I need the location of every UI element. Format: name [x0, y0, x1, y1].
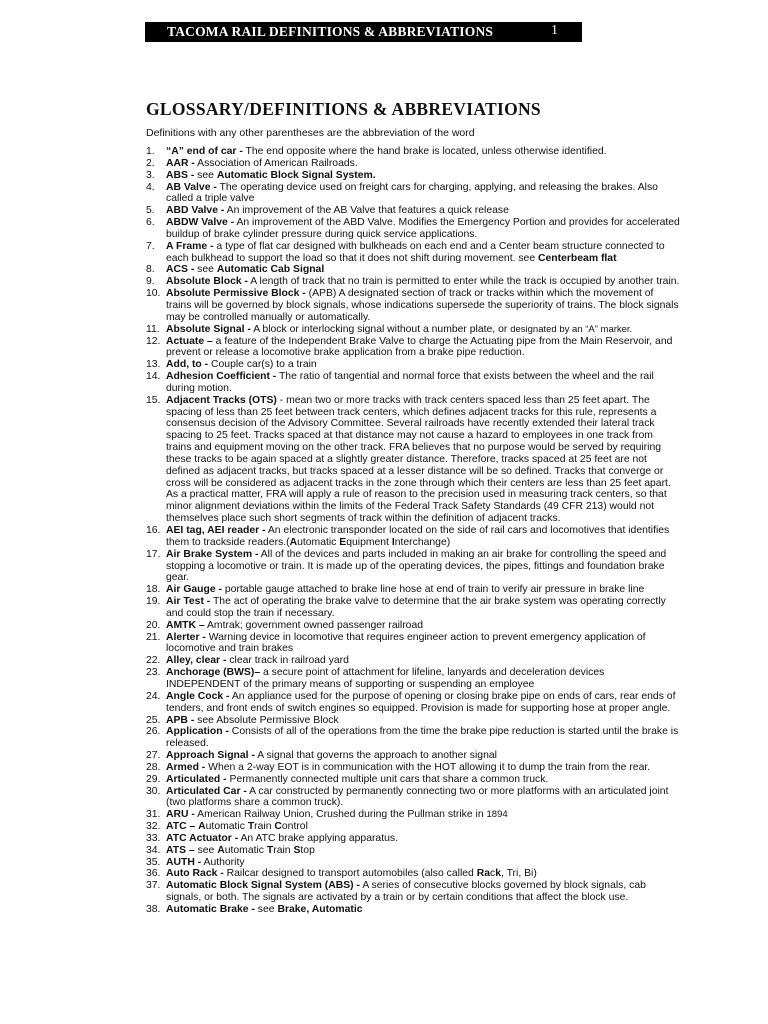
entry-reference: k [495, 868, 501, 880]
entry-number: 18. [146, 584, 161, 596]
entry-definition: An appliance used for the purpose of opening or closing brake pipe on ends of cars, rear ends of tenders, and front ends of switch engines so equipped. Provision is made for supporting hose at proper angle. [166, 690, 676, 714]
glossary-entry [146, 596, 681, 620]
entry-term: ATC – [166, 821, 196, 833]
entry-number: 4. [146, 181, 155, 193]
entry-definition: , Tri, Bi) [501, 868, 537, 880]
entry-definition: utomatic [224, 844, 267, 856]
entry-definition-continued: As a practical matter, FRA will apply a rule of reason to the precision used in measuring track centers, so that minor alignment deviations within the limits of the Federal Track Safety Standards (49 CFR 213) would not themselves place such short segments of track within the definition of adjacent tracks. [166, 489, 667, 525]
entry-definition: Association of American Railroads. [194, 157, 358, 169]
entry-definition: rain [254, 821, 275, 833]
entry-body [166, 182, 681, 206]
entry-term: AAR - [166, 157, 195, 169]
glossary-list [146, 146, 681, 916]
entry-definition: portable gauge attached to brake line hose at end of train to verify air pressure in brake line [222, 584, 645, 596]
entry-definition: Warning device in locomotive that requires engineer action to prevent emergency application of locomotive and train brakes [166, 631, 646, 655]
entry-definition: A car constructed by permanently connecting two or more platforms with an articulated joint (two platforms share a common truck). [166, 785, 669, 809]
entry-definition: A series of consecutive blocks governed by block signals, cab signals, or both. The signals are activated by a train or by certain conditions that affect the block use. [166, 880, 646, 904]
entry-number: 22. [146, 655, 161, 667]
entry-definition: utomatic [297, 536, 340, 548]
entry-term: Approach Signal - [166, 750, 255, 762]
page-number: 1 [551, 23, 558, 38]
entry-reference: C [274, 821, 282, 833]
entry-number: 12. [146, 335, 161, 347]
entry-body [166, 395, 681, 525]
entry-number: 7. [146, 240, 155, 252]
entry-definition: Couple car(s) to a train [208, 359, 317, 371]
entry-body [166, 596, 681, 620]
entry-body [166, 620, 681, 632]
entry-number: 34. [146, 844, 161, 856]
entry-reference: Centerbeam flat [538, 252, 617, 264]
entry-definition: Railcar designed to transport automobiles (also called [223, 868, 477, 880]
entry-term: APB - [166, 714, 195, 726]
entry-number: 31. [146, 809, 161, 821]
entry-number: 3. [146, 169, 155, 181]
entry-body [166, 241, 681, 265]
glossary-entry [146, 525, 681, 549]
entry-term: “A” end of car - [166, 146, 243, 157]
entry-number: 17. [146, 548, 161, 560]
entry-definition: Authority [201, 856, 245, 868]
glossary-entry [146, 336, 681, 360]
entry-body [166, 146, 681, 158]
entry-definition: see [194, 264, 217, 276]
entry-number: 19. [146, 596, 161, 608]
entry-reference: Ra [476, 868, 491, 880]
entry-reference: T [247, 821, 255, 833]
glossary-entry [146, 762, 681, 774]
entry-term: ABDW Valve - [166, 217, 235, 229]
glossary-entry [146, 549, 681, 585]
entry-body [166, 525, 681, 549]
entry-number: 13. [146, 359, 161, 371]
entry-definition: The ratio of tangential and normal force that exists between the wheel and the rail during motion. [166, 371, 654, 394]
entry-term: AEI tag, AEI reader - [166, 525, 266, 536]
entry-term: Alerter - [166, 631, 206, 643]
entry-body [166, 726, 681, 750]
entry-body [166, 276, 681, 288]
entry-term: ABS - [166, 169, 195, 181]
page-title: GLOSSARY/DEFINITIONS & ABBREVIATIONS [146, 99, 541, 119]
entry-number: 29. [146, 773, 161, 785]
entry-body [166, 584, 681, 596]
entry-body [166, 336, 681, 360]
entry-number: 11. [146, 323, 160, 335]
glossary-entry [146, 146, 681, 158]
entry-number: 35. [146, 856, 161, 868]
entry-definition: The operating device used on freight cars for charging, applying, and releasing the brakes. Also called a triple valve [166, 181, 658, 205]
entry-term: Anchorage (BWS)– [166, 667, 261, 679]
glossary-entry [146, 691, 681, 715]
glossary-entry [146, 241, 681, 265]
entry-body [166, 359, 681, 371]
entry-term: AMTK – [166, 619, 205, 631]
entry-body [166, 750, 681, 762]
entry-definition: (APB) A designated section of track or tracks within which the movement of trains will be governed by block signals, whose indications supersede the superiority of trains. The block signals may be controlled manually or automatically. [166, 288, 679, 323]
glossary-entry [146, 715, 681, 727]
entry-reference: I [391, 536, 395, 548]
entry-number: 25. [146, 714, 161, 726]
entry-reference: S [293, 844, 301, 856]
entry-number: 16. [146, 525, 161, 536]
entry-body [166, 857, 681, 869]
entry-number: 37. [146, 880, 161, 892]
entry-definition: The act of operating the brake valve to determine that the air brake system was operating correctly and could stop the train if necessary. [166, 596, 666, 619]
entry-reference: T [266, 844, 274, 856]
entry-number: 6. [146, 217, 155, 229]
entry-definition: American Railway Union, Crushed during the Pullman strike in [194, 809, 487, 821]
entry-body [166, 715, 681, 727]
entry-definition: An ATC brake applying apparatus. [238, 832, 398, 844]
glossary-entry [146, 880, 681, 904]
entry-term: Alley, clear - [166, 655, 227, 667]
entry-body [166, 774, 681, 786]
entry-definition: 1894 [486, 809, 508, 821]
glossary-entry [146, 809, 681, 821]
entry-reference: E [339, 536, 347, 548]
glossary-entry [146, 750, 681, 762]
entry-term: Automatic Block Signal System (ABS) - [166, 880, 360, 892]
entry-body [166, 655, 681, 667]
entry-reference: A [198, 821, 206, 833]
entry-term: Adjacent Tracks (OTS) [166, 394, 277, 406]
entry-reference: Automatic Cab Signal [216, 264, 325, 276]
entry-definition: ontrol [281, 821, 308, 833]
glossary-entry [146, 324, 681, 336]
entry-definition: see Absolute Permissive Block [194, 714, 339, 726]
entry-definition: a type of flat car designed with bulkheads on each end and a Center beam structure connected to each bulkhead to support the load so that it does not shift during movement. see [166, 240, 665, 264]
entry-reference: A [217, 844, 225, 856]
entry-body [166, 786, 681, 810]
entry-term: Articulated Car - [166, 785, 247, 797]
entry-definition: see [194, 844, 218, 856]
entry-definition: All of the devices and parts included in making an air brake for controlling the speed and stopping a locomotive or train. It is made up of the operating devices, the pipes, fittings and foundation brake gear. [166, 548, 667, 584]
entry-reference: Brake, Automatic [277, 904, 363, 915]
glossary-entry [146, 395, 681, 525]
glossary-entry [146, 276, 681, 288]
entry-term: Air Test - [166, 596, 211, 608]
glossary-entry [146, 655, 681, 667]
entry-definition: quipment [346, 536, 392, 548]
entry-body [166, 691, 681, 715]
glossary-entry [146, 821, 681, 833]
entry-body [166, 170, 681, 182]
entry-definition: nterchange) [394, 536, 451, 548]
glossary-entry [146, 217, 681, 241]
entry-body [166, 904, 681, 916]
entry-term: ACS - [166, 264, 195, 276]
entry-reference: Automatic Block Signal System. [216, 169, 376, 181]
glossary-entry [146, 868, 681, 880]
entry-body [166, 324, 681, 336]
entry-definition: Permanently connected multiple unit cars that share a common truck. [226, 773, 549, 785]
entry-number: 21. [146, 631, 161, 643]
entry-term: A Frame - [166, 240, 214, 252]
entry-number: 38. [146, 904, 161, 915]
glossary-entry [146, 774, 681, 786]
entry-definition: a secure point of attachment for lifeline, lanyards and deceleration devices INDEPENDENT of the primary means of supporting or suspending an employee [166, 667, 605, 690]
entry-term: Add, to - [166, 359, 209, 371]
entry-term: Air Brake System - [166, 548, 259, 560]
entry-number: 2. [146, 157, 155, 169]
entry-body [166, 762, 681, 774]
entry-term: AB Valve - [166, 181, 217, 193]
entry-definition: clear track in railroad yard [226, 655, 349, 667]
entry-definition: An improvement of the AB Valve that features a quick release [224, 205, 509, 217]
glossary-entry [146, 726, 681, 750]
entry-number: 23. [146, 667, 161, 679]
entry-definition: - mean two or more tracks with track centers spaced less than 25 feet apart. The spacing of less than 25 feet between track centers, which defines adjacent tracks for this rule, represents a consensus decision of the Advisory Committee. Several railroads have recently extended their lateral track spacing to 25 feet. Tracks spaced at that distance may not cause a hazard to employees in one track from trains and equipment moving on the other track. FRA believes that no purpose would be served by requiring these tracks to be again spaced at a slightly greater distance. Therefore, tracks spaced at 25 feet are not defined as adjacent tracks, but tracks spaced at a lesser distance will be so defined. Tracks that converge or cross will be considered as adjacent tracks in the zone through which their centers are less than 25 feet apart. [166, 394, 671, 489]
entry-number: 8. [146, 264, 155, 276]
entry-term: Articulated - [166, 773, 227, 785]
entry-body [166, 288, 681, 324]
entry-definition: c [490, 868, 496, 880]
entry-number: 14. [146, 371, 161, 383]
glossary-entry [146, 205, 681, 217]
entry-term: Absolute Signal - [166, 323, 251, 335]
intro-text: Definitions with any other parentheses are the abbreviation of the word [146, 127, 475, 139]
running-header [145, 22, 582, 42]
glossary-entry [146, 857, 681, 869]
entry-body [166, 264, 681, 276]
entry-definition: An electronic transponder located on the side of rail cars and locomotives that identifies them to trackside readers.( [166, 525, 670, 548]
entry-definition: A signal that governs the approach to another signal [254, 750, 497, 762]
entry-number: 1. [146, 146, 155, 157]
glossary-entry [146, 786, 681, 810]
entry-term: AUTH - [166, 856, 202, 868]
entry-definition: A block or interlocking signal without a number plate, or [250, 323, 511, 335]
entry-term: ARU - [166, 809, 195, 821]
entry-definition: An improvement of the ABD Valve. Modifies the Emergency Portion and provides for accelerated buildup of brake cylinder pressure during quick service applications. [166, 217, 680, 240]
entry-body [166, 371, 681, 395]
entry-definition: utomatic [205, 821, 248, 833]
glossary-entry [146, 667, 681, 691]
entry-definition: When a 2-way EOT is in communication with the HOT allowing it to dump the train from the rear. [205, 761, 651, 773]
entry-number: 36. [146, 868, 161, 880]
entry-number: 10. [146, 288, 161, 300]
entry-body [166, 549, 681, 585]
entry-number: 20. [146, 619, 161, 631]
entry-number: 9. [146, 276, 155, 288]
entry-definition: Consists of all of the operations from the time the brake pipe reduction is started until the brake is released. [166, 726, 679, 750]
entry-definition: designated by an “A” marker. [510, 323, 633, 335]
entry-term: Auto Rack - [166, 868, 224, 880]
glossary-entry [146, 264, 681, 276]
entry-term: Absolute Permissive Block - [166, 288, 306, 300]
glossary-entry [146, 182, 681, 206]
entry-term: Actuate – [166, 335, 213, 347]
entry-term: Application - [166, 726, 229, 738]
entry-body [166, 809, 681, 821]
entry-body [166, 632, 681, 656]
entry-number: 28. [146, 761, 161, 773]
entry-body [166, 833, 681, 845]
entry-reference: A [289, 536, 298, 548]
entry-number: 5. [146, 205, 155, 217]
entry-term: Air Gauge - [166, 584, 223, 596]
entry-definition: a feature of the Independent Brake Valve to charge the Actuating pipe from the Main Reservoir, and prevent or release a locomotive brake application from a brake pipe reduction. [166, 335, 673, 359]
entry-body [166, 205, 681, 217]
entry-term: Automatic Brake - [166, 904, 255, 915]
entry-term: ATS – [166, 844, 195, 856]
entry-term: Absolute Block - [166, 276, 248, 288]
entry-definition: top [300, 844, 315, 856]
entry-number: 15. [146, 394, 161, 406]
entry-number: 30. [146, 785, 161, 797]
glossary-entry [146, 620, 681, 632]
entry-body [166, 845, 681, 857]
glossary-entry [146, 833, 681, 845]
entry-definition: Amtrak; government owned passenger railroad [204, 619, 424, 631]
glossary-entry [146, 584, 681, 596]
entry-definition: see [254, 904, 278, 915]
glossary-entry [146, 288, 681, 324]
entry-body [166, 217, 681, 241]
entry-body [166, 880, 681, 904]
entry-number: 32. [146, 821, 161, 833]
entry-number: 24. [146, 690, 161, 702]
entry-body [166, 821, 681, 833]
glossary-entry [146, 904, 681, 916]
entry-number: 27. [146, 750, 161, 762]
entry-body [166, 158, 681, 170]
entry-definition: The end opposite where the hand brake is located, unless otherwise identified. [242, 146, 607, 157]
entry-body [166, 868, 681, 880]
entry-definition: rain [273, 844, 294, 856]
glossary-entry [146, 359, 681, 371]
entry-body [166, 667, 681, 691]
entry-number: 26. [146, 726, 161, 738]
entry-definition: see [194, 169, 217, 181]
entry-number: 33. [146, 832, 161, 844]
entry-term: Armed - [166, 761, 206, 773]
entry-term: Adhesion Coefficient - [166, 371, 277, 383]
glossary-entry [146, 845, 681, 857]
glossary-entry [146, 632, 681, 656]
entry-term: Angle Cock - [166, 690, 230, 702]
glossary-entry [146, 170, 681, 182]
header-title: TACOMA RAIL DEFINITIONS & ABBREVIATIONS [167, 24, 494, 39]
entry-term: ATC Actuator - [166, 832, 239, 844]
glossary-entry [146, 158, 681, 170]
glossary-entry [146, 371, 681, 395]
entry-term: ABD Valve - [166, 205, 225, 217]
entry-definition: A length of track that no train is permitted to enter while the track is occupied by another train. [247, 276, 680, 288]
